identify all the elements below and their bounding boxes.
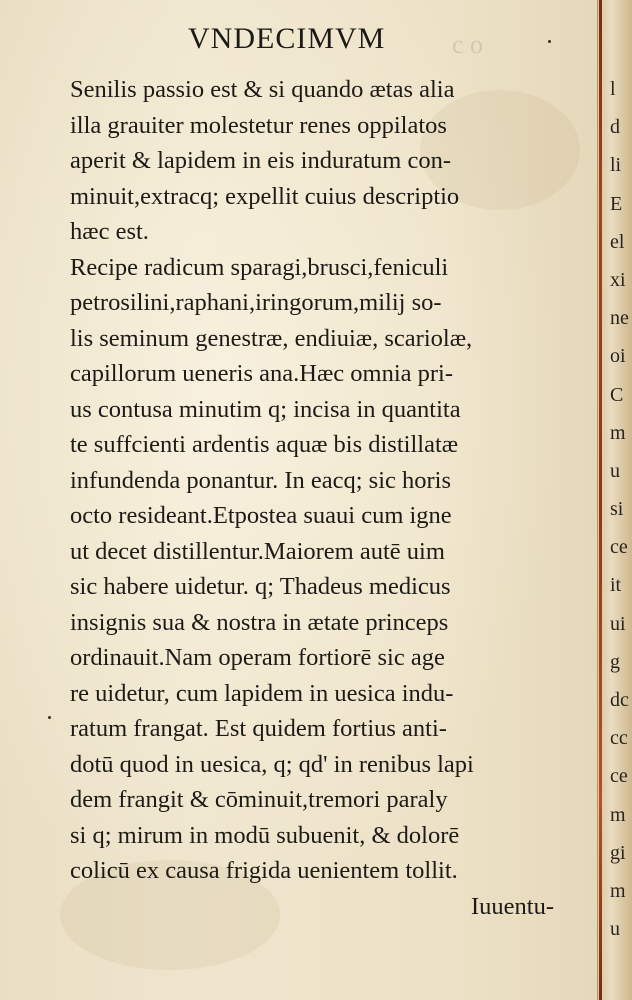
text-line: octo resideant.Etpostea suaui cum igne	[70, 502, 452, 529]
text-line: lis seminum genestræ, endiuiæ, scariolæ,	[70, 324, 473, 352]
text-line: Senilis passio est & si quando ætas alia	[70, 76, 455, 103]
text-line: dem frangit & cōminuit,tremori paraly	[70, 786, 448, 813]
fragment: li	[610, 154, 622, 177]
fragment: d	[610, 116, 620, 139]
fragment: xi	[610, 268, 626, 291]
text-line: ordinauit.Nam operam fortiorē sic age	[70, 644, 445, 671]
fragment: m	[610, 803, 626, 826]
fragment: u	[610, 918, 620, 941]
fragment: u	[610, 459, 620, 482]
text-line: re uidetur, cum lapidem in uesica indu-	[70, 679, 454, 707]
binding-edge	[599, 0, 602, 1000]
running-head: VNDECIMVM	[188, 22, 386, 55]
fragment: el	[610, 230, 625, 253]
fragment: ne	[610, 307, 629, 330]
text-line: si q; mirum in modū subuenit, & dolorē	[70, 821, 460, 849]
text-line: dotū quod in uesica, q; qd' in renibus lapi	[70, 750, 474, 778]
catchword: Iuuentu-	[471, 892, 554, 920]
text-line: sic habere uidetur. q; Thadeus medicus	[70, 573, 451, 600]
text-line: illa grauiter molestetur renes oppilatos	[70, 111, 447, 139]
fragment: si	[610, 498, 624, 521]
fragment: ui	[610, 612, 626, 635]
text-line: infundenda ponantur. In eacq; sic horis	[70, 466, 452, 494]
fragment: gi	[610, 841, 626, 864]
text-line: colicū ex causa frigida uenientem tollit.	[70, 857, 458, 884]
fragment: m	[610, 879, 626, 902]
text-line: ut decet distillentur.Maiorem autē uim	[70, 537, 445, 565]
fragment: m	[610, 421, 626, 444]
fragment: C	[610, 383, 624, 406]
text-line: capillorum ueneris ana.Hæc omnia pri-	[70, 360, 454, 387]
text-line: insignis sua & nostra in ætate princeps	[70, 608, 449, 636]
fragment: ce	[610, 536, 628, 559]
text-line: hæc est.	[70, 218, 149, 245]
text-line: us contusa minutim q; incisa in quantita	[70, 395, 461, 423]
fragment: it	[610, 574, 622, 597]
fragment: E	[610, 192, 623, 215]
ink-speck	[548, 40, 551, 43]
text-line: aperit & lapidem in eis induratum con-	[70, 147, 452, 174]
fragment: dc	[610, 689, 629, 711]
fragment: l	[610, 78, 616, 100]
fragment: ce	[610, 765, 628, 788]
text-line: ratum frangat. Est quidem fortius anti-	[70, 715, 447, 742]
fragment: g	[610, 650, 620, 673]
facing-page-fragments	[610, 70, 629, 948]
main-text-block	[70, 72, 590, 924]
fragment: cc	[610, 727, 628, 750]
ink-speck	[48, 716, 51, 719]
text-line: te suffcienti ardentis aquæ bis distillatæ	[70, 431, 459, 458]
fragment: oi	[610, 345, 626, 368]
text-line: petrosilini,raphani,iringorum,milij so-	[70, 289, 442, 316]
text-line: minuit,extracq; expellit cuius descriptio	[70, 182, 460, 210]
show-through-ink: c o	[452, 30, 484, 59]
text-line: Recipe radicum sparagi,brusci,feniculi	[70, 253, 449, 281]
